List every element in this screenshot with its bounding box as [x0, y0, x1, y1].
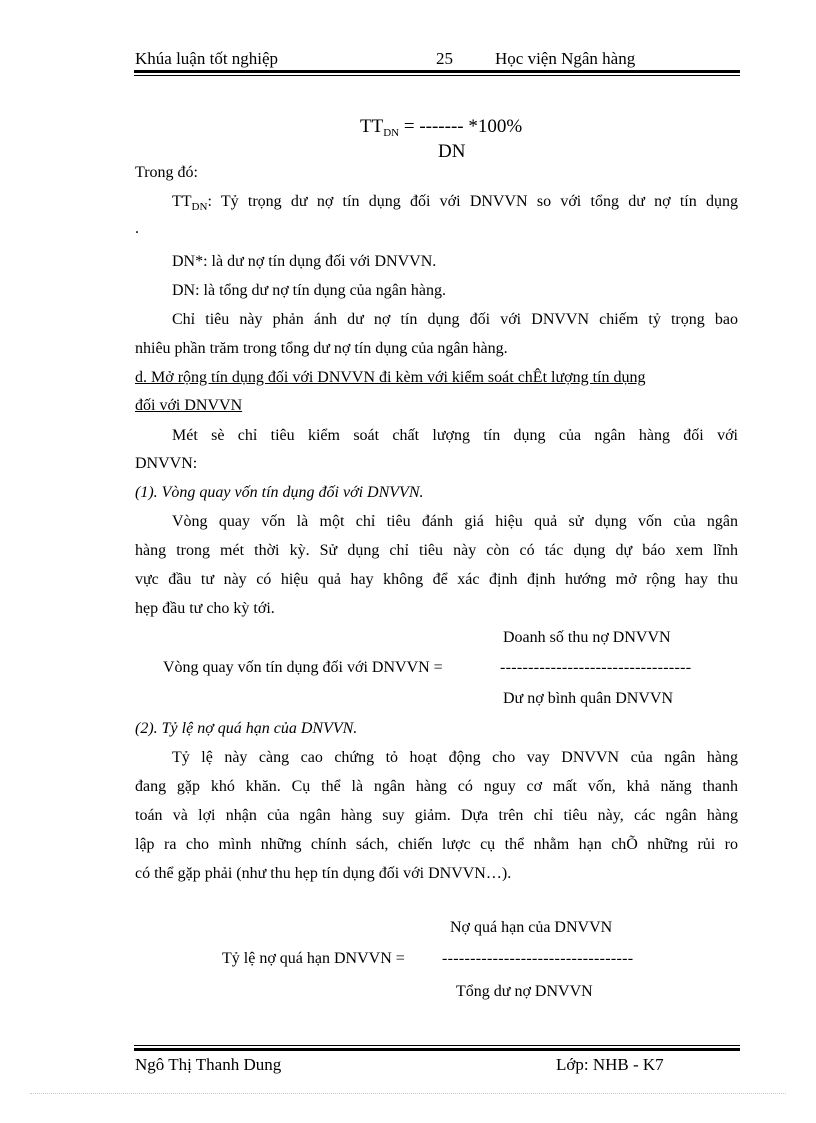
- formula-tt-sub: DN: [383, 127, 400, 139]
- trong-do-label: Trong đó:: [135, 164, 198, 181]
- formula-vq-dashes: ----------------------------------: [500, 659, 692, 676]
- formula-vq-numerator: Doanh số thu nợ DNVVN: [503, 629, 671, 646]
- formula-tt-dn: [360, 116, 522, 138]
- header-rule-thin: [134, 75, 740, 76]
- para-chi-tieu-line1: Chỉ tiêu này phản ánh dư nợ tín dụng đối với DNVVN chiếm tỷ trọng bao: [172, 311, 738, 328]
- formula-tl-denominator: Tổng dư nợ DNVVN: [456, 983, 593, 1000]
- para-vq-line1: Vòng quay vốn là một chỉ tiêu đánh giá hiệu quả sử dụng vốn của ngân: [172, 513, 738, 530]
- para-tl-line5: có thể gặp phải (như thu hẹp tín dụng đối với DNVVN…).: [135, 865, 512, 882]
- para-chi-tieu-line2: nhiêu phần trăm trong tổng dư nợ tín dụng của ngân hàng.: [135, 340, 508, 357]
- header-rule-thick: [134, 70, 740, 73]
- dot-line: .: [135, 220, 139, 237]
- def-tt-main: TT: [172, 193, 192, 210]
- para-vq-line2: hàng trong mét thời kỳ. Sử dụng chỉ tiêu này còn có tác dụng dự báo xem lĩnh: [135, 542, 738, 559]
- footer-rule-thick: [134, 1048, 740, 1051]
- formula-tt-main: TT: [360, 116, 384, 137]
- formula-tt-denominator: DN: [438, 141, 466, 162]
- formula-tl-label: Tỷ lệ nợ quá hạn DNVVN =: [222, 950, 405, 967]
- para-tl-line3: toán và lợi nhận của ngân hàng suy giảm. Dựa trên chỉ tiêu này, các ngân hàng: [135, 807, 738, 824]
- header-right-title: Học viện Ngân hàng: [495, 49, 636, 68]
- para-tl-line4: lập ra cho mình những chính sách, chiến lược cụ thể nhằm hạn chÕ những rủi ro: [135, 836, 738, 853]
- para-met-so-line1: Mét sè chỉ tiêu kiểm soát chất lượng tín dụng của ngân hàng đối với: [172, 427, 738, 444]
- formula-tl-dashes: ----------------------------------: [442, 950, 634, 967]
- para-vq-line4: hẹp đầu tư cho kỳ tới.: [135, 600, 275, 617]
- page-bottom-dotted-border: [30, 1093, 786, 1094]
- para-tl-line1: Tỷ lệ này càng cao chứng tỏ hoạt động cho vay DNVVN của ngân hàng: [172, 749, 738, 766]
- def-tt-dn: [172, 193, 738, 211]
- subheading-2: (2). Tỷ lệ nợ quá hạn của DNVVN.: [135, 720, 358, 737]
- def-tt-text: : Tỷ trọng dư nợ tín dụng đối với DNVVN so với tổng dư nợ tín dụng: [207, 193, 738, 210]
- subheading-1: (1). Vòng quay vốn tín dụng đối với DNVVN.: [135, 484, 424, 501]
- formula-vq-denominator: Dư nợ bình quân DNVVN: [503, 690, 674, 707]
- footer-class: Lớp: NHB - K7: [556, 1055, 664, 1074]
- formula-tl-numerator: Nợ quá hạn của DNVVN: [450, 919, 613, 936]
- page-number: 25: [436, 49, 453, 68]
- heading-d-line1: d. Mở rộng tín dụng đối với DNVVN đi kèm với kiểm soát chÊt lượng tín dụng: [135, 369, 646, 386]
- para-tl-line2: đang gặp khó khăn. Cụ thể là ngân hàng có nguy cơ mất vốn, khả năng thanh: [135, 778, 738, 795]
- para-met-so-line2: DNVVN:: [135, 455, 198, 472]
- def-dn: DN: là tổng dư nợ tín dụng của ngân hàng.: [172, 282, 446, 299]
- header-left-title: Khúa luận tốt nghiệp: [135, 49, 279, 68]
- def-dn-star: DN*: là dư nợ tín dụng đối với DNVVN.: [172, 253, 437, 270]
- para-vq-line3: vực đầu tư này có hiệu quả hay không để xác định định hướng mở rộng hay thu: [135, 571, 738, 588]
- formula-vq-label: Vòng quay vốn tín dụng đối với DNVVN =: [163, 659, 443, 676]
- footer-rule-thin: [134, 1045, 740, 1046]
- formula-tt-rest: = ------- *100%: [399, 116, 523, 137]
- footer-author: Ngô Thị Thanh Dung: [135, 1055, 282, 1074]
- def-tt-sub: DN: [191, 201, 208, 213]
- heading-d-line2: đối với DNVVN: [135, 397, 243, 414]
